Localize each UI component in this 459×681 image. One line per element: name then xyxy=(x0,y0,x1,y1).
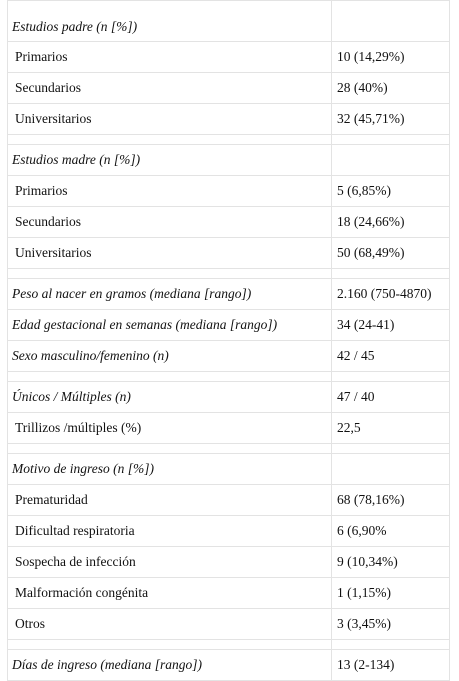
row-value: 3 (3,45%) xyxy=(332,609,450,640)
spacer-cell xyxy=(332,640,450,650)
table-row xyxy=(8,42,450,73)
row-value: 2.160 (750-4870) xyxy=(332,279,450,310)
row-label: Edad gestacional en semanas (mediana [rango]) xyxy=(8,310,332,341)
spacer-cell xyxy=(8,444,332,454)
table-row-heading xyxy=(8,341,450,372)
row-label: Secundarios xyxy=(8,73,332,104)
spacer-row xyxy=(8,640,450,650)
row-label: Malformación congénita xyxy=(8,578,332,609)
characteristics-table xyxy=(7,0,450,681)
row-label: Primarios xyxy=(8,42,332,73)
table-row xyxy=(8,207,450,238)
table-row xyxy=(8,609,450,640)
table-row-heading xyxy=(8,1,450,42)
row-value: 22,5 xyxy=(332,413,450,444)
spacer-cell xyxy=(332,372,450,382)
row-label: Prematuridad xyxy=(8,485,332,516)
spacer-row xyxy=(8,135,450,145)
table-row-heading xyxy=(8,310,450,341)
spacer-cell xyxy=(332,269,450,279)
row-value: 47 / 40 xyxy=(332,382,450,413)
row-label: Días de ingreso (mediana [rango]) xyxy=(8,650,332,681)
row-value: 6 (6,90% xyxy=(332,516,450,547)
row-label: Secundarios xyxy=(8,207,332,238)
table-row xyxy=(8,73,450,104)
spacer-cell xyxy=(8,269,332,279)
table-row-heading xyxy=(8,650,450,681)
row-value: 50 (68,49%) xyxy=(332,238,450,269)
row-label: Motivo de ingreso (n [%]) xyxy=(8,454,332,485)
table-row-heading xyxy=(8,382,450,413)
spacer-cell xyxy=(332,135,450,145)
row-value: 42 / 45 xyxy=(332,341,450,372)
row-label: Sospecha de infección xyxy=(8,547,332,578)
table-row xyxy=(8,413,450,444)
row-value xyxy=(332,145,450,176)
spacer-row xyxy=(8,269,450,279)
row-value: 1 (1,15%) xyxy=(332,578,450,609)
row-label: Únicos / Múltiples (n) xyxy=(8,382,332,413)
spacer-cell xyxy=(332,444,450,454)
spacer-cell xyxy=(8,640,332,650)
row-label: Sexo masculino/femenino (n) xyxy=(8,341,332,372)
table-row xyxy=(8,176,450,207)
row-value: 5 (6,85%) xyxy=(332,176,450,207)
row-value: 9 (10,34%) xyxy=(332,547,450,578)
row-value: 10 (14,29%) xyxy=(332,42,450,73)
row-value xyxy=(332,1,450,42)
spacer-row xyxy=(8,444,450,454)
table-row xyxy=(8,485,450,516)
row-label: Universitarios xyxy=(8,238,332,269)
spacer-cell xyxy=(8,372,332,382)
row-value: 28 (40%) xyxy=(332,73,450,104)
table-row xyxy=(8,578,450,609)
table-row xyxy=(8,238,450,269)
row-label: Trillizos /múltiples (%) xyxy=(8,413,332,444)
spacer-cell xyxy=(8,135,332,145)
table-row xyxy=(8,547,450,578)
row-value: 68 (78,16%) xyxy=(332,485,450,516)
row-label: Estudios madre (n [%]) xyxy=(8,145,332,176)
row-label: Otros xyxy=(8,609,332,640)
row-label: Universitarios xyxy=(8,104,332,135)
row-value: 34 (24-41) xyxy=(332,310,450,341)
row-label: Primarios xyxy=(8,176,332,207)
row-label: Dificultad respiratoria xyxy=(8,516,332,547)
row-label: Estudios padre (n [%]) xyxy=(8,1,332,42)
table-row-heading xyxy=(8,279,450,310)
table-row-heading xyxy=(8,145,450,176)
table-row xyxy=(8,516,450,547)
table-row xyxy=(8,104,450,135)
spacer-row xyxy=(8,372,450,382)
row-value: 32 (45,71%) xyxy=(332,104,450,135)
row-label: Peso al nacer en gramos (mediana [rango]) xyxy=(8,279,332,310)
row-value xyxy=(332,454,450,485)
table-body xyxy=(8,1,450,681)
table-row-heading xyxy=(8,454,450,485)
row-value: 18 (24,66%) xyxy=(332,207,450,238)
row-value: 13 (2-134) xyxy=(332,650,450,681)
